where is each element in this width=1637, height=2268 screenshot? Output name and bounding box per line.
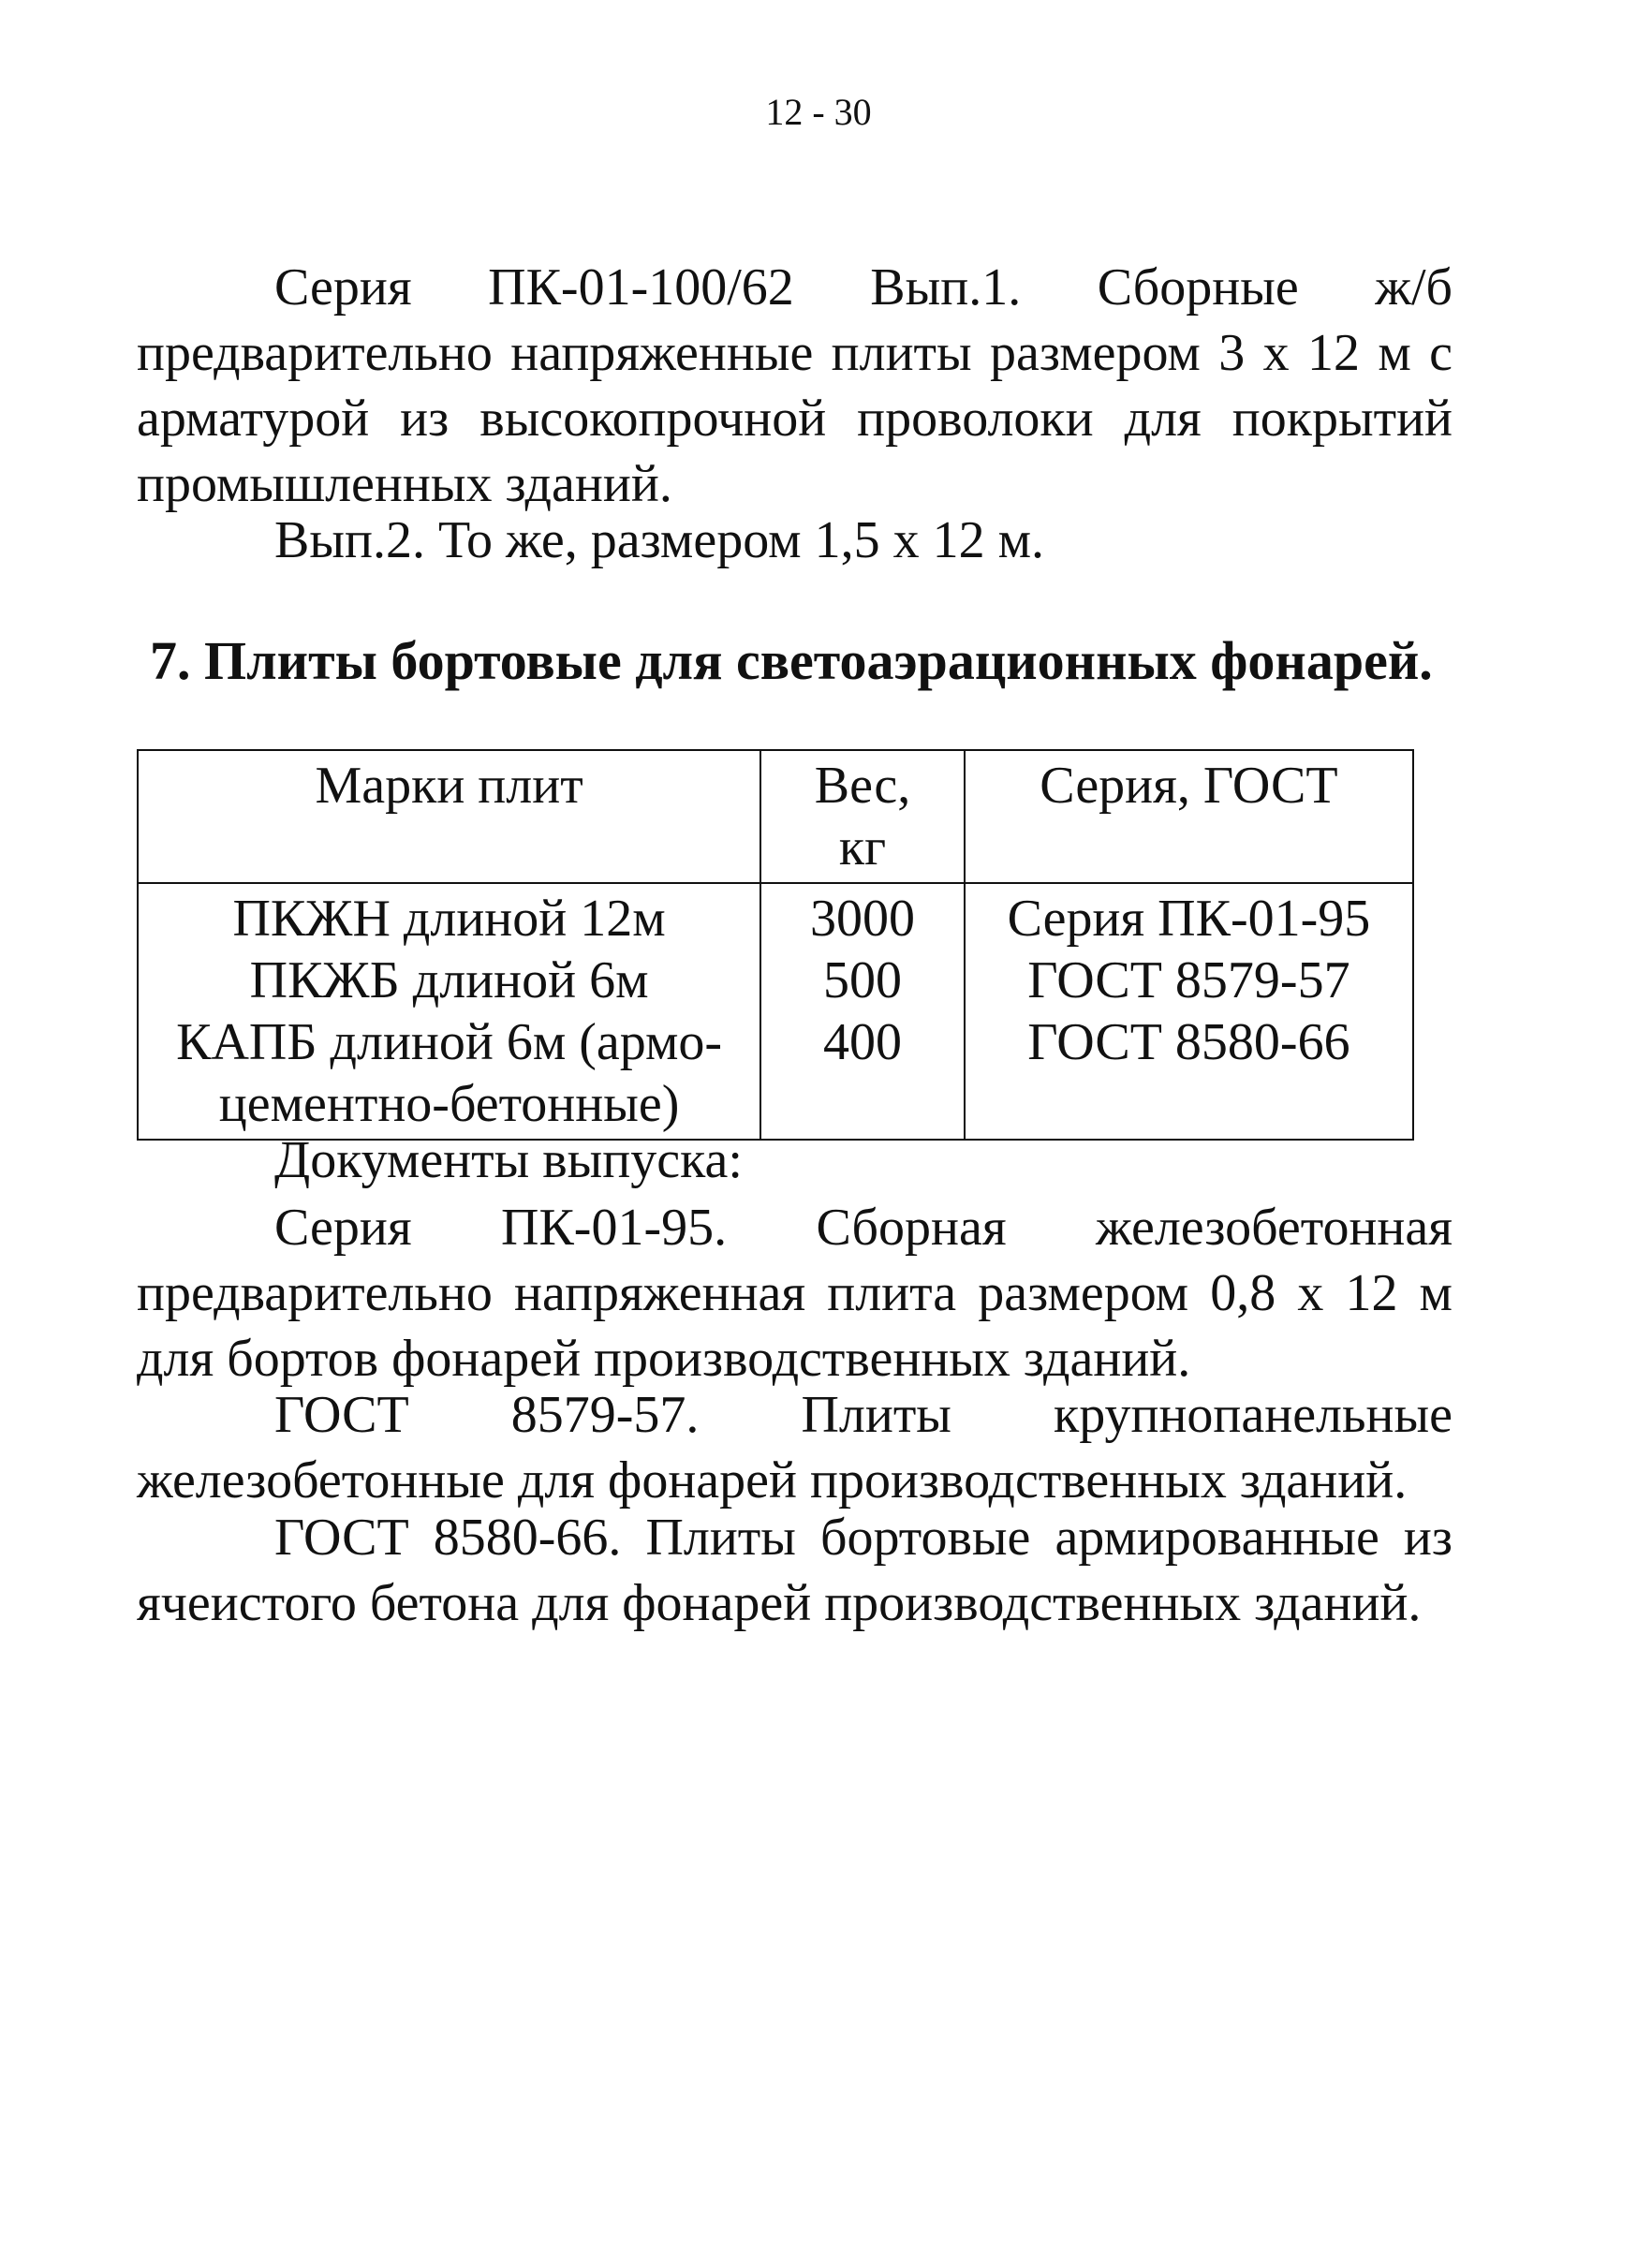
table-row <box>138 883 1413 1140</box>
table-cell-series <box>965 883 1413 1140</box>
table-cell-mark <box>138 883 760 1140</box>
documents-title: Документы выпуска: <box>274 1131 743 1189</box>
page-number: 12 - 30 <box>765 91 872 133</box>
row-mark: КАПБ длиной 6м (армо- <box>176 1013 723 1071</box>
document-item: ГОСТ 8580-66. Плиты бортовые армированные из ячеистого бетона для фонарей производственных зданий. <box>137 1509 1453 1632</box>
row-weight: 400 <box>823 1013 902 1071</box>
header-weight-line2: кг <box>838 818 887 876</box>
row-series: Серия ПК-01-95 <box>1007 890 1371 948</box>
intro-paragraph: Серия ПК-01-100/62 Вып.1. Сборные ж/б предварительно напряженные плиты размером 3 х 12 м с арматурой из высокопрочной проволоки для покрытий промышленных зданий. <box>137 258 1453 513</box>
row-weight: 3000 <box>810 890 915 948</box>
row-series: ГОСТ 8580-66 <box>1027 1013 1350 1071</box>
row-weight: 500 <box>823 951 902 1009</box>
plates-table <box>137 749 1414 1133</box>
table-cell-weight <box>760 883 965 1140</box>
row-mark: ПКЖН длиной 12м <box>232 890 666 948</box>
header-series: Серия, ГОСТ <box>965 750 1413 883</box>
header-weight-line1: Вес, <box>814 757 911 815</box>
plates-table-grid <box>137 749 1414 1141</box>
row-series: ГОСТ 8579-57 <box>1027 951 1350 1009</box>
row-mark: ПКЖБ длиной 6м <box>249 951 649 1009</box>
header-mark: Марки плит <box>138 750 760 883</box>
table-header-row <box>138 750 1413 883</box>
document-item: ГОСТ 8579-57. Плиты крупнопанельные железобетонные для фонарей производственных зданий. <box>137 1386 1453 1510</box>
section-heading: 7. Плиты бортовые для светоаэрационных фонарей. <box>150 630 1433 691</box>
intro-paragraph-vyp2: Вып.2. То же, размером 1,5 х 12 м. <box>274 511 1045 569</box>
document-item: Серия ПК-01-95. Сборная железобетонная предварительно напряженная плита размером 0,8 х 12 м для бортов фонарей производственных зданий. <box>137 1199 1453 1388</box>
row-mark: цементно-бетонные) <box>218 1075 680 1133</box>
header-weight <box>760 750 965 883</box>
